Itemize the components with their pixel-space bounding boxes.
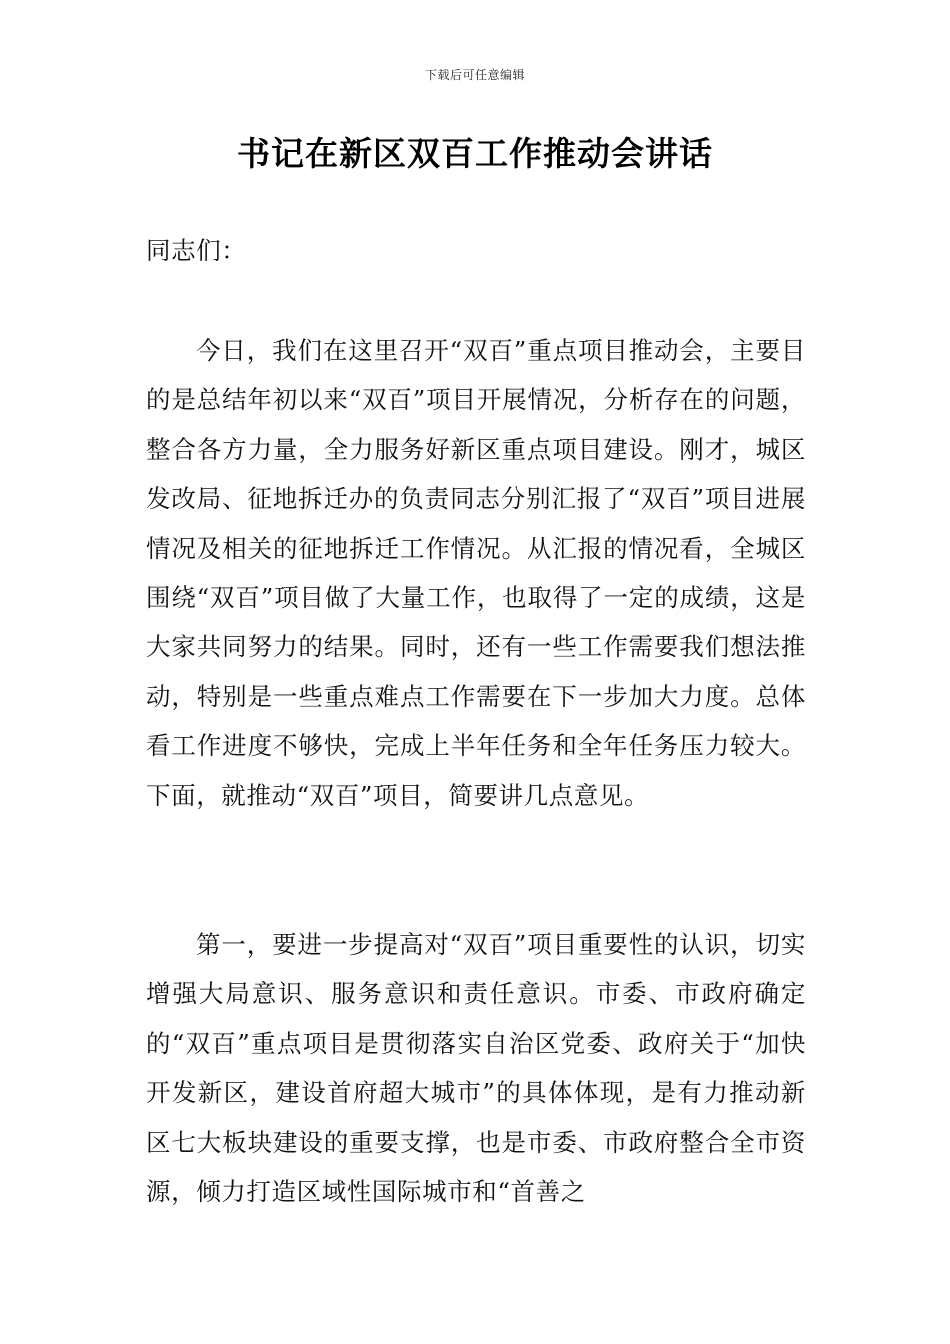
document-title: 书记在新区双百工作推动会讲话 — [237, 134, 713, 173]
salutation: 同志们： — [146, 236, 247, 265]
paragraph-2: 第一，要进一步提高对“双百”项目重要性的认识，切实增强大局意识、服务意识和责任意识。市委、市政府确定的“双百”重点项目是贯彻落实自治区党委、政府关于“加快开发新区，建设首府超大城市”的具体体现，是有力推动新区七大板块建设的重要支撑，也是市委、市政府整合全市资源，倾力打造区域性国际城市和“首善之 — [146, 930, 806, 1207]
header-note: 下载后可任意编辑 — [424, 68, 525, 82]
paragraph-1: 今日，我们在这里召开“双百”重点项目推动会，主要目的是总结年初以来“双百”项目开展情况，分析存在的问题，整合各方力量，全力服务好新区重点项目建设。刚才，城区发改局、征地拆迁办的负责同志分别汇报了“双百”项目进展情况及相关的征地拆迁工作情况。从汇报的情况看，全城区围绕“双百”项目做了大量工作，也取得了一定的成绩，这是大家共同努力的结果。同时，还有一些工作需要我们想法推动，特别是一些重点难点工作需要在下一步加大力度。总体看工作进度不够快，完成上半年任务和全年任务压力较大。下面，就推动“双百”项目，简要讲几点意见。 — [146, 336, 806, 810]
